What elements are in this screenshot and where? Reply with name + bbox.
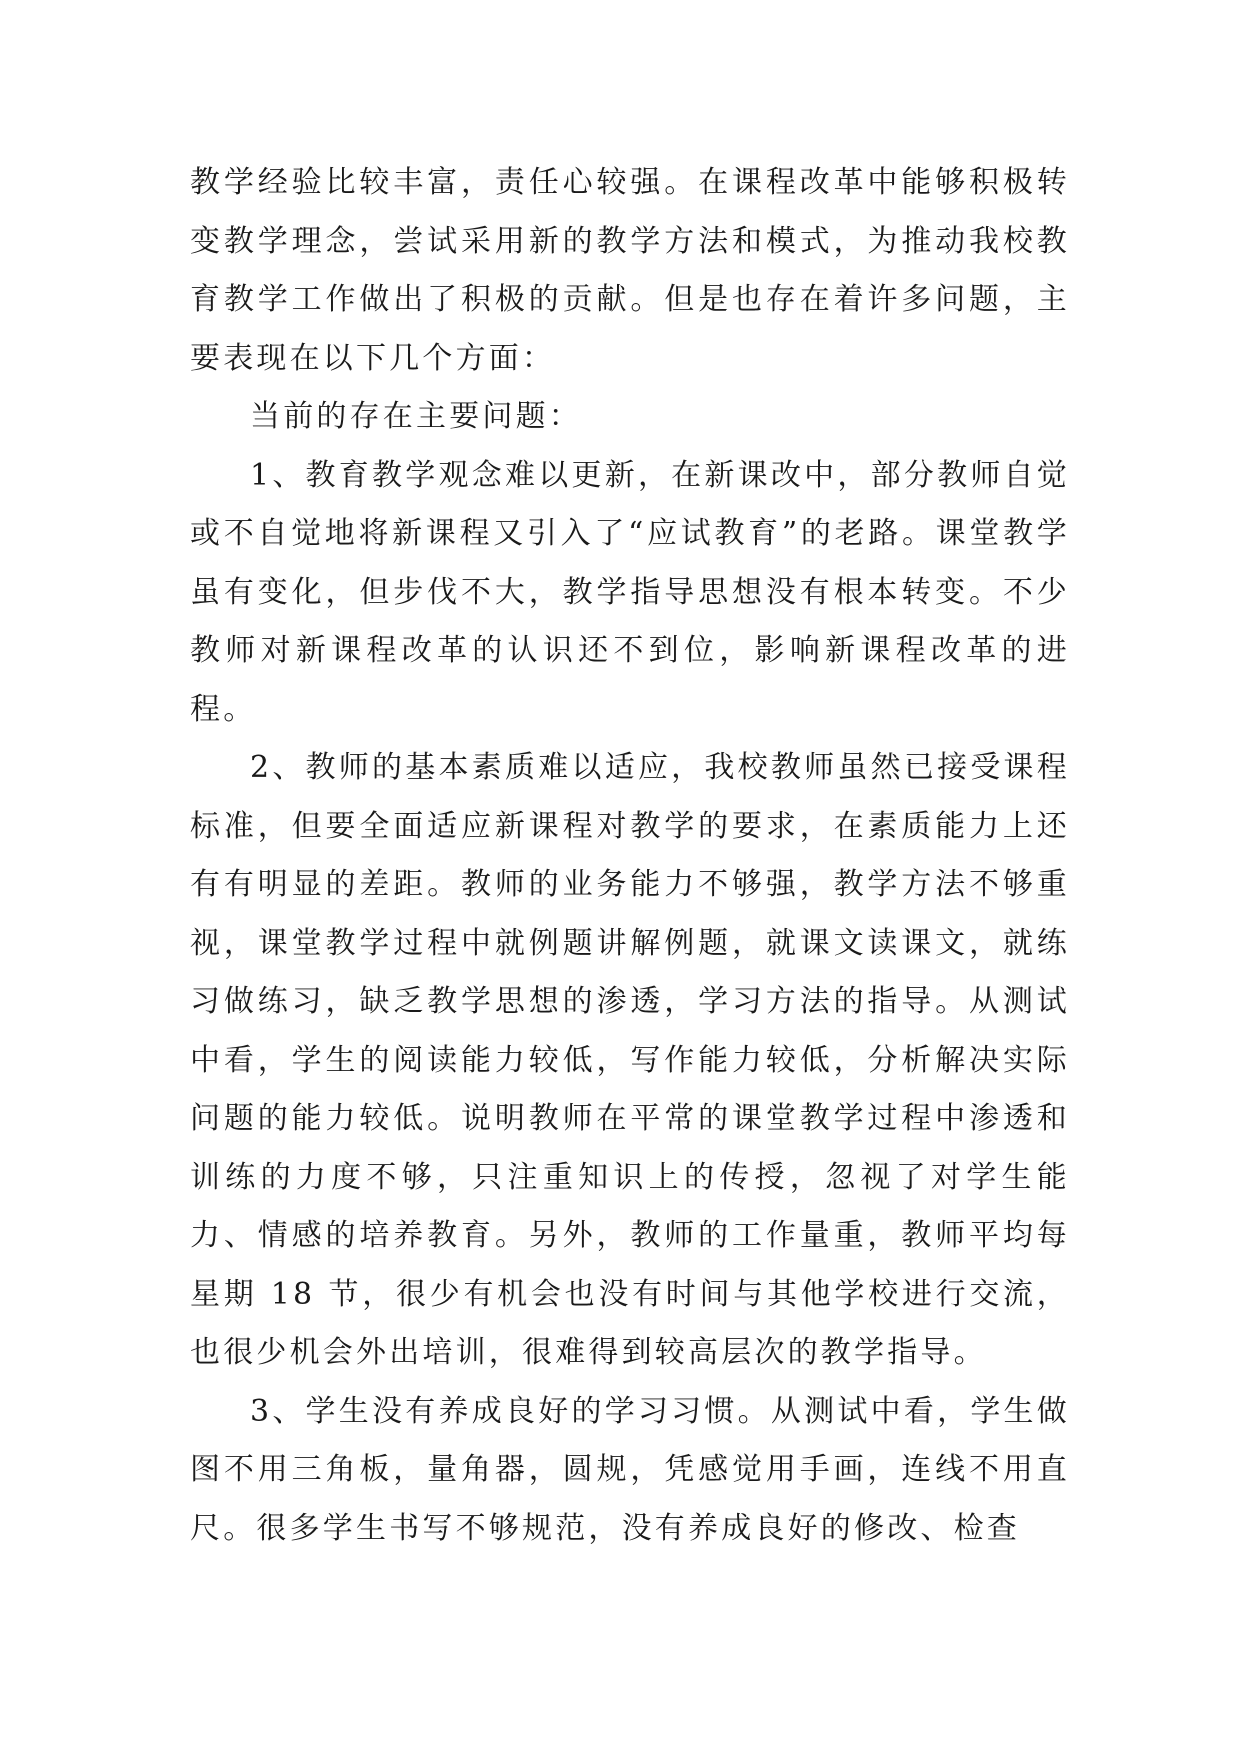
paragraph-item-2: 2、教师的基本素质难以适应，我校教师虽然已接受课程标准，但要全面适应新课程对教学的要求，在素质能力上还有有明显的差距。教师的业务能力不够强，教学方法不够重视，课堂教学过程中就例题讲解例题，就课文读课文，就练习做练习，缺乏教学思想的渗透，学习方法的指导。从测试中看，学生的阅读能力较低，写作能力较低，分析解决实际问题的能力较低。说明教师在平常的课堂教学过程中渗透和训练的力度不够，只注重知识上的传授，忽视了对学生能力、情感的培养教育。另外，教师的工作量重，教师平均每星期 18 节，很少有机会也没有时间与其他学校进行交流，也很少机会外出培训，很难得到较高层次的教学指导。 bbox=[190, 750, 1070, 1370]
paragraph-item-3: 3、学生没有养成良好的学习习惯。从测试中看，学生做图不用三角板，量角器，圆规，凭感觉用手画，连线不用直尺。很多学生书写不够规范，没有养成良好的修改、检查 bbox=[190, 1393, 1070, 1546]
document-body bbox=[190, 154, 1070, 1558]
paragraph-problems-heading: 当前的存在主要问题： bbox=[250, 399, 582, 434]
paragraph-intro: 教学经验比较丰富，责任心较强。在课程改革中能够积极转变教学理念，尝试采用新的教学方法和模式，为推动我校教育教学工作做出了积极的贡献。但是也存在着许多问题，主要表现在以下几个方面： bbox=[190, 165, 1070, 376]
paragraph-item-1: 1、教育教学观念难以更新，在新课改中，部分教师自觉或不自觉地将新课程又引入了“应试教育”的老路。课堂教学虽有变化，但步伐不大，教学指导思想没有根本转变。不少教师对新课程改革的认识还不到位，影响新课程改革的进程。 bbox=[190, 457, 1070, 727]
